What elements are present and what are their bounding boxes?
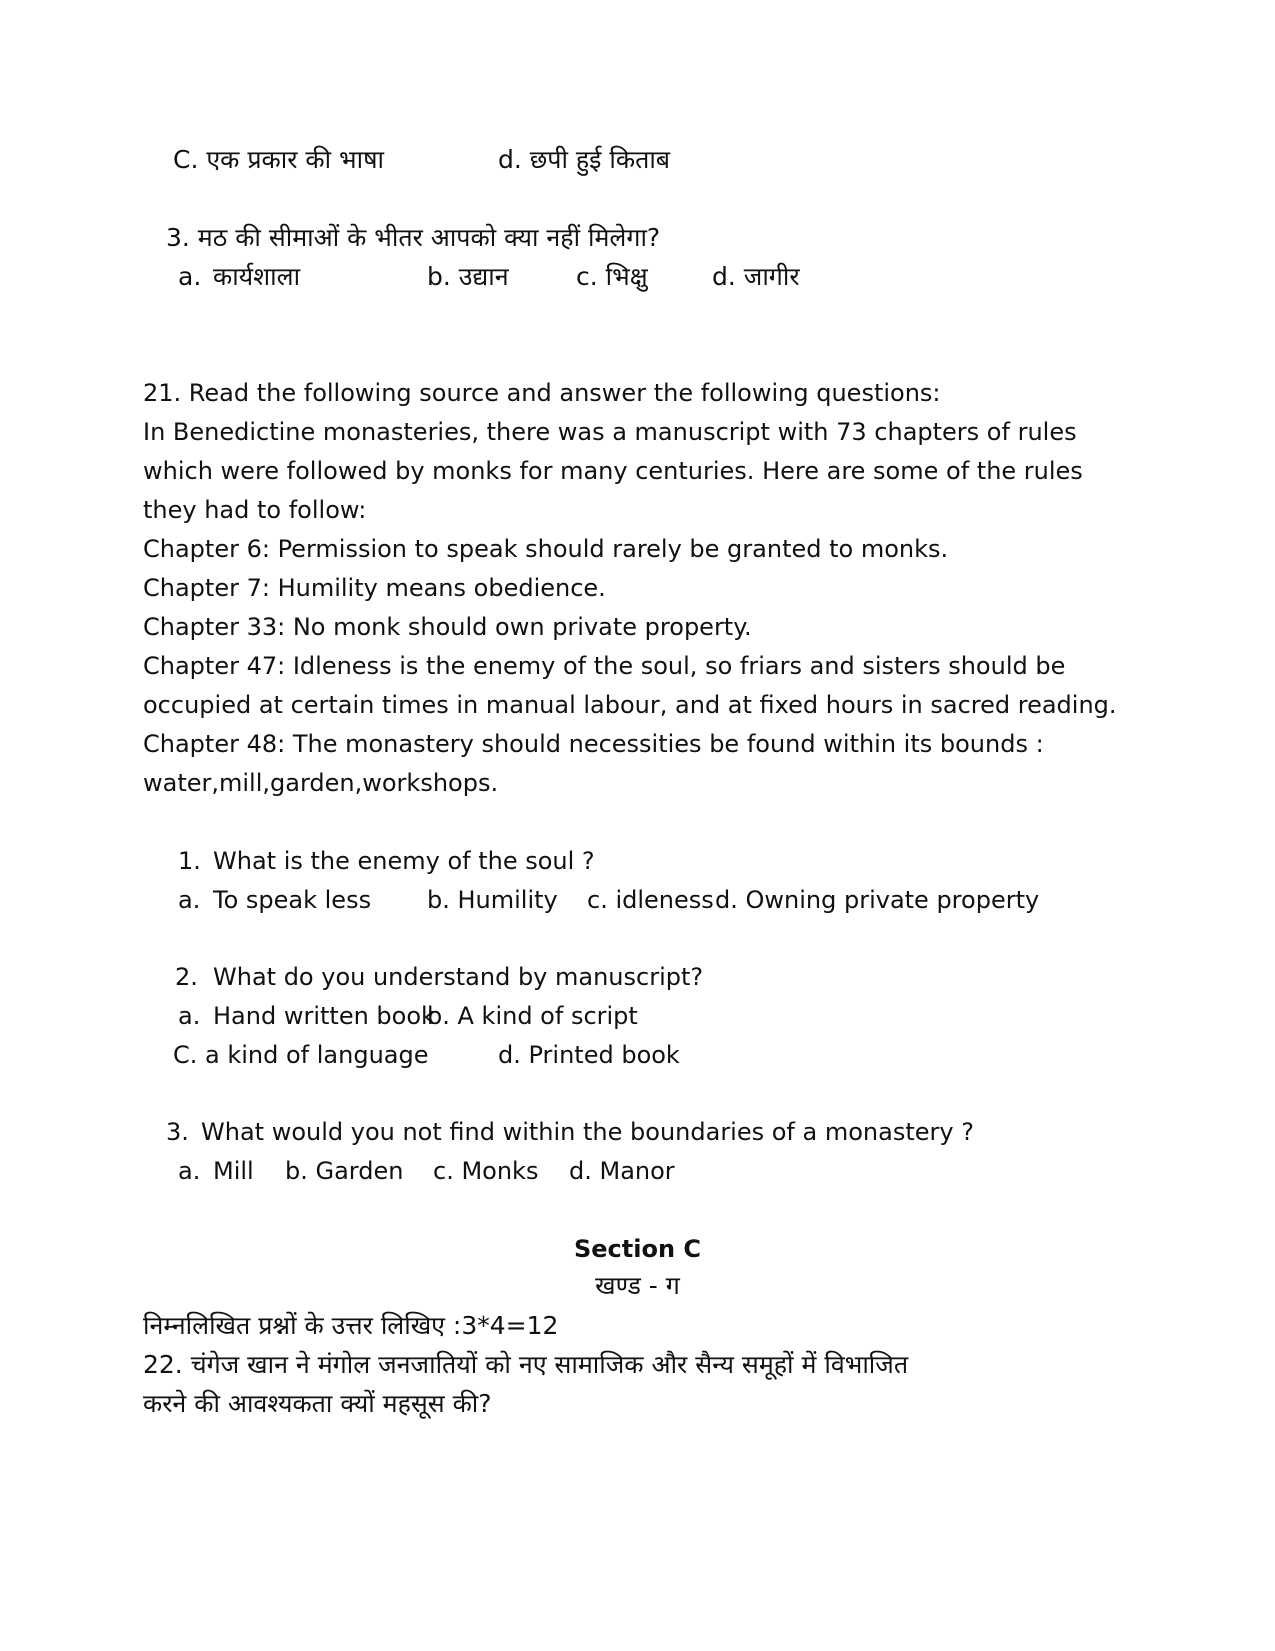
subq3-text: What would you not find within the boundaries of a monastery ? — [201, 1118, 974, 1146]
subq3-option-d: d. Manor — [569, 1157, 675, 1185]
q21-line: In Benedictine monasteries, there was a manuscript with 73 chapters of rules — [143, 418, 1077, 446]
option-c-hindi: c. भिक्षु — [576, 262, 648, 291]
q21-line: Chapter 6: Permission to speak should rarely be granted to monks. — [143, 535, 949, 563]
subq2-a-label: a. — [178, 1002, 201, 1030]
section-title-en: Section C — [573, 1235, 702, 1263]
q21-line: Chapter 47: Idleness is the enemy of the soul, so friars and sisters should be — [143, 652, 1066, 680]
q21-line: Chapter 33: No monk should own private property. — [143, 613, 752, 641]
option-a-label: a. — [178, 262, 202, 291]
subq1-option-a: To speak less — [213, 886, 372, 914]
section-instruction: निम्नलिखित प्रश्नों के उत्तर लिखिए :3*4=12 — [143, 1311, 559, 1340]
option-c-hindi: C. एक प्रकार की भाषा — [173, 145, 384, 174]
subq1-option-c: c. idleness — [587, 886, 714, 914]
subq1-number: 1. — [178, 847, 201, 875]
q22-line-2: करने की आवश्यकता क्यों महसूस की? — [143, 1389, 492, 1418]
subq1-option-b: b. Humility — [427, 886, 558, 914]
hindi-question-3: 3. मठ की सीमाओं के भीतर आपको क्या नहीं मिलेगा? — [166, 223, 661, 252]
subq2-text: What do you understand by manuscript? — [213, 963, 704, 991]
q21-line: 21. Read the following source and answer the following questions: — [143, 379, 941, 407]
q22-line-1: 22. चंगेज खान ने मंगोल जनजातियों को नए सामाजिक और सैन्य समूहों में विभाजित — [143, 1350, 909, 1379]
option-d-hindi: d. छपी हुई किताब — [498, 145, 671, 174]
subq3-a-label: a. — [178, 1157, 201, 1185]
subq2-option-d: d. Printed book — [498, 1041, 680, 1069]
subq2-number: 2. — [175, 963, 198, 991]
q21-line: occupied at certain times in manual labour, and at fixed hours in sacred reading. — [143, 691, 1117, 719]
section-title-hi: खण्ड - ग — [595, 1271, 680, 1300]
q21-line: they had to follow: — [143, 496, 367, 524]
option-d-hindi: d. जागीर — [712, 262, 800, 291]
q21-line: which were followed by monks for many centuries. Here are some of the rules — [143, 457, 1083, 485]
option-b-hindi: b. उद्यान — [427, 262, 509, 291]
subq3-option-a: Mill — [213, 1157, 254, 1185]
subq2-option-a: Hand written book — [213, 1002, 435, 1030]
subq3-option-b: b. Garden — [285, 1157, 404, 1185]
q21-line: Chapter 7: Humility means obedience. — [143, 574, 606, 602]
q21-line: Chapter 48: The monastery should necessities be found within its bounds : — [143, 730, 1044, 758]
subq1-option-d: d. Owning private property — [715, 886, 1040, 914]
q21-line: water,mill,garden,workshops. — [143, 769, 499, 797]
subq2-option-b: b. A kind of script — [427, 1002, 638, 1030]
subq2-option-c: C. a kind of language — [173, 1041, 429, 1069]
subq1-text: What is the enemy of the soul ? — [213, 847, 595, 875]
subq3-number: 3. — [166, 1118, 189, 1146]
subq1-a-label: a. — [178, 886, 201, 914]
option-a-hindi: कार्यशाला — [213, 262, 301, 291]
subq3-option-c: c. Monks — [433, 1157, 539, 1185]
